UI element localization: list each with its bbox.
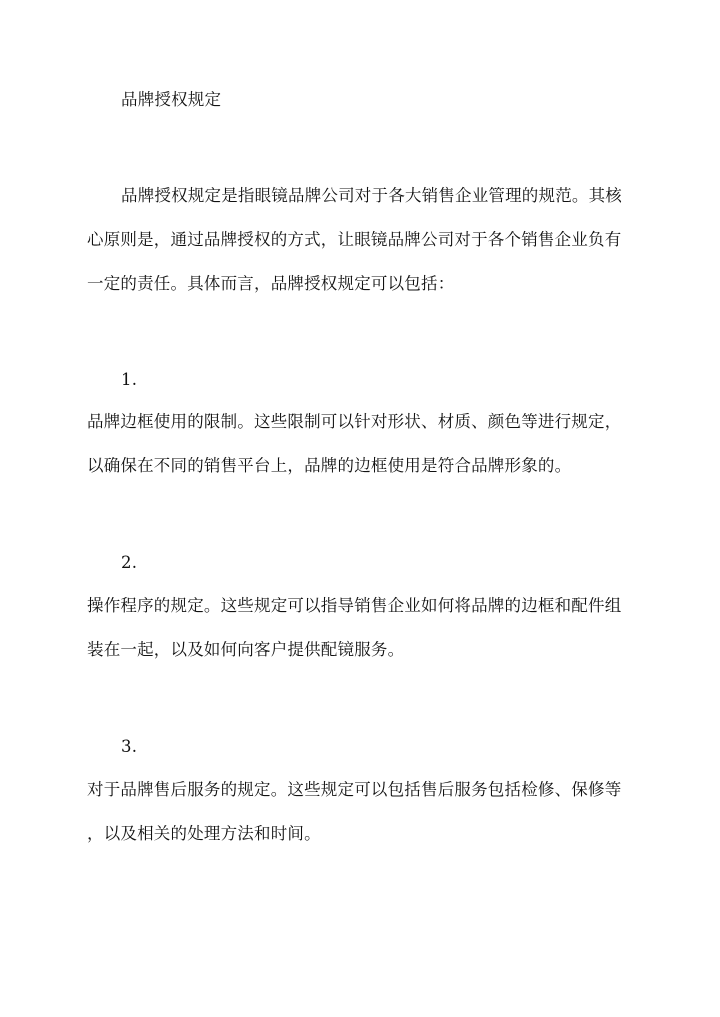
list-item-2-line-2: 装在一起，以及如何向客户提供配镜服务。 (87, 640, 405, 659)
list-item-1-line-2: 以确保在不同的销售平台上，品牌的边框使用是符合品牌形象的。 (87, 456, 572, 475)
list-item-number-1: 1. (121, 370, 138, 389)
list-item-number-2: 2. (121, 553, 138, 572)
document-title: 品牌授权规定 (121, 90, 222, 109)
list-item-number-3: 3. (121, 737, 138, 756)
list-item-2-line-1: 操作程序的规定。这些规定可以指导销售企业如何将品牌的边框和配件组 (87, 596, 622, 615)
intro-line-3: 一定的责任。具体而言，品牌授权规定可以包括： (87, 274, 455, 293)
list-item-1-line-1: 品牌边框使用的限制。这些限制可以针对形状、材质、颜色等进行规定， (87, 412, 622, 431)
intro-line-1: 品牌授权规定是指眼镜品牌公司对于各大销售企业管理的规范。其核 (121, 186, 622, 205)
list-item-3-line-1: 对于品牌售后服务的规定。这些规定可以包括售后服务包括检修、保修等 (87, 780, 622, 799)
intro-line-2: 心原则是，通过品牌授权的方式，让眼镜品牌公司对于各个销售企业负有 (87, 230, 622, 249)
list-item-3-line-2: ，以及相关的处理方法和时间。 (87, 824, 321, 843)
